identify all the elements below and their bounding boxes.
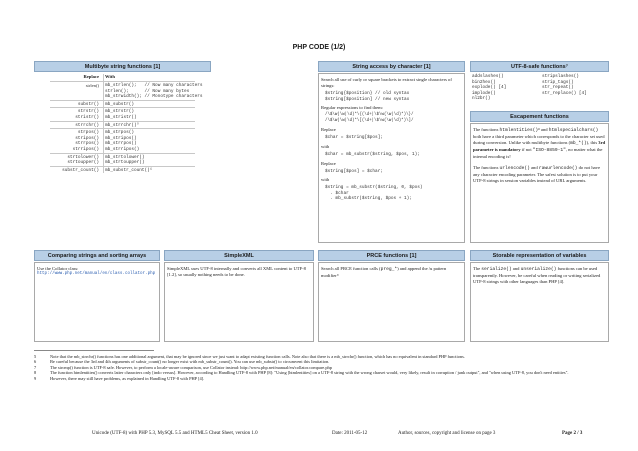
replace-cell: strlen() bbox=[85, 83, 99, 88]
with-cell: mb_strlen(); // Now many characters strlen(); // Now many bytes mb_strwidth(); // Monotype characters bbox=[105, 83, 203, 100]
string-access-header: String access by character [1] bbox=[318, 61, 465, 72]
code-htmlspecialchars: htmlspecialchars() bbox=[548, 128, 599, 133]
with-cell: mb_strtolower() mb_strtoupper() bbox=[105, 154, 145, 166]
footer-date: Date: 2011-05-12 bbox=[332, 431, 368, 436]
replace-cell: strtolower() strtoupper() bbox=[67, 154, 99, 166]
with-label: with bbox=[321, 143, 330, 149]
table-row bbox=[50, 128, 195, 152]
escapement-paragraph-2 bbox=[473, 165, 606, 184]
pcre-text bbox=[321, 266, 462, 279]
code-curly-syntax: $string{$position} // old syntax $string[$position] // new syntax bbox=[325, 91, 410, 102]
code-iso-charset: "ISO-8859-1" bbox=[532, 148, 566, 153]
code-preg: preg_* bbox=[380, 267, 398, 272]
utf8-safe-header: UTF-8-safe functions⁷ bbox=[470, 61, 609, 72]
footnote-number: 9 bbox=[34, 375, 37, 381]
with-cell: mb_substr() bbox=[105, 101, 134, 107]
replace-cell: strstr() stristr() bbox=[75, 109, 99, 120]
footnote-text: Be careful because the 3rd and 4th arguments of substr_count() no longer exist with mb_substr_count(). You can use mb_substr() to circumvent this limitation. bbox=[50, 359, 330, 365]
text: both have a third parameter which corresponds to the character set used during conversion. Unlike with multibyte functions ( bbox=[473, 134, 605, 145]
footnote-number: 5 bbox=[34, 354, 37, 359]
simplexml-header: SimpleXML bbox=[164, 250, 314, 261]
code-write-char: $string[$pos] = $char; bbox=[325, 168, 383, 174]
code-read-char: $char = $string[$pos]; bbox=[325, 135, 383, 141]
text: The functions bbox=[473, 165, 500, 170]
emphasis: 3rd parameter is mandatory bbox=[473, 140, 606, 152]
footnote-text: The function htmlentities() converts latter characters only [indo versus]. However, according to Handling UTF-8 with PHP [8]: "Using [htmlentities] on a UTF-8 string with the wrong charset would, very likely, result in corruption / junk output", and "when using UTF-8, you don't need entities". bbox=[50, 370, 569, 376]
column-divider bbox=[103, 74, 104, 173]
simplexml-text: SimpleXML uses UTF-8 internally and converts all XML content to UTF-8 [1.2], so usually nothing needs to be done. bbox=[167, 266, 306, 277]
footnote-number: 7 bbox=[34, 364, 37, 370]
code-regex: /\$\w(\w|\d)*\{(\d+|\$\w(\w|\d)*)\}/ /\$\w(\w|\d)*\[(\d+|\$\w(\w|\d)*)\]/ bbox=[325, 113, 414, 123]
multibyte-table bbox=[34, 73, 211, 243]
with-label-2: with bbox=[321, 177, 330, 183]
footer-page-number: Page 2 / 3 bbox=[562, 431, 583, 436]
multibyte-header: Multibyte string functions [1] bbox=[34, 61, 211, 72]
table-row bbox=[50, 100, 195, 108]
text: ⁸ and bbox=[538, 127, 549, 132]
text: and bbox=[511, 266, 521, 271]
code-rawurlencode: rawurlencode() bbox=[538, 166, 578, 171]
table-row bbox=[50, 153, 195, 166]
with-cell: mb_strrchr()⁵ bbox=[105, 122, 140, 128]
footnote bbox=[34, 376, 609, 381]
escapement-box bbox=[470, 123, 609, 243]
text: ), this bbox=[586, 140, 599, 145]
code-urlencode: urlencode() bbox=[499, 166, 530, 171]
table-row bbox=[50, 121, 195, 129]
replace-cell: strpos() stripos() strrpos() strripos() bbox=[72, 130, 99, 152]
collator-text: Use the Collator class: bbox=[37, 266, 79, 271]
utf8-safe-col-1: addslashes() bin2hex() explode() [4] implode() nl2br() bbox=[472, 74, 507, 102]
replace-label-2: Replace bbox=[321, 160, 336, 166]
text: The functions bbox=[473, 127, 500, 132]
replace-label: Replace bbox=[321, 127, 336, 133]
escapement-paragraph-1 bbox=[473, 127, 606, 160]
storable-box bbox=[470, 262, 609, 342]
code-mb-read-char: $char = mb_substr($string, $pos, 1); bbox=[325, 151, 420, 157]
replace-cell: substr() bbox=[77, 101, 99, 107]
with-cell: mb_substr_count()⁶ bbox=[105, 167, 153, 173]
page-title: PHP CODE (1/2) bbox=[292, 44, 346, 51]
code-serialize: serialize() bbox=[481, 267, 512, 272]
utf8-safe-list bbox=[470, 73, 609, 103]
collator-link[interactable]: http://www.php.net/manual/en/class.collator.php bbox=[37, 272, 156, 276]
text: Search all PRCE function calls ( bbox=[321, 266, 381, 271]
collator-box bbox=[34, 262, 160, 342]
col-replace: Replace bbox=[83, 74, 99, 79]
footnote-text: Note that the mb_strrchr() functions has one additional argument, that may be ignored since we just want to adapt existing function calls. Note also that there is a mb_strrchr() function, which has no equivalent in standard PHP functions. bbox=[50, 354, 465, 359]
text: functions can be used transparently. However, be careful when reading or writing serialized UTF-8 strings with other languages than PHP [4]. bbox=[473, 266, 601, 284]
table-row bbox=[50, 166, 195, 174]
text: do not have any character encoding parameter. The safest solution is to put your UTF-8 strings in session variables instead of URL arguments. bbox=[473, 165, 601, 183]
footnotes bbox=[34, 354, 609, 381]
text: The bbox=[473, 266, 482, 271]
text: , no matter what the internal encoding is! bbox=[473, 147, 603, 159]
storable-header: Storable representation of variables bbox=[470, 250, 609, 261]
code-unserialize: unserialize() bbox=[520, 267, 557, 272]
text: and bbox=[529, 165, 539, 170]
col-with: With bbox=[105, 74, 115, 79]
table-row bbox=[50, 81, 203, 100]
code-mb-functions: mb_*() bbox=[570, 141, 587, 146]
regex-label: Regular expressions to find them: bbox=[321, 105, 384, 111]
escapement-header: Escapement functions bbox=[470, 111, 609, 122]
footnote-number: 8 bbox=[34, 370, 37, 376]
footer-author: Author, sources, copyright and license on page 3 bbox=[398, 431, 496, 436]
code-mb-write-char: $string = mb_substr($string, 0, $pos) . $char . mb_substr($string, $pos + 1); bbox=[325, 185, 423, 202]
with-cell: mb_strstr() mb_stristr() bbox=[105, 109, 137, 120]
storable-text bbox=[473, 266, 606, 285]
code-htmlentities: htmlentities() bbox=[499, 128, 539, 133]
utf8-safe-col-2: stripslashes() strip_tags() str_repeat() str_replace() [4] bbox=[542, 74, 587, 96]
with-cell: mb_strpos() mb_stripos() mb_strrpos() mb_strripos() bbox=[105, 130, 140, 152]
pcre-box bbox=[318, 262, 465, 342]
footnote-text: The strcmp() function is UTF-8 safe. However, to perform a locale-aware comparison, use Collator instead: http://www.php.net/manual/en/collator.compare.php bbox=[50, 364, 332, 370]
footnote-text: However, there may still have problems, as explained in Handling UTF-8 with PHP [4]. bbox=[50, 375, 205, 381]
string-access-box bbox=[318, 73, 465, 243]
footnote-divider bbox=[34, 350, 154, 351]
multibyte-table-head bbox=[50, 74, 195, 81]
text: if not bbox=[520, 147, 533, 152]
replace-cell: substr_count() bbox=[62, 167, 99, 173]
collator-header: Comparing strings and sorting arrays bbox=[34, 250, 160, 261]
text: ) and append the /u pattern modifier⁹ bbox=[321, 266, 447, 278]
simplexml-box bbox=[164, 262, 314, 342]
pcre-header: PRCE functions [1] bbox=[318, 250, 465, 261]
replace-cell: strrchr() bbox=[75, 122, 99, 128]
string-access-intro: Search all use of curly or square brackets to extract single characters of strings: bbox=[321, 77, 452, 88]
footnote-number: 6 bbox=[34, 359, 37, 365]
footer-title: Unicode (UTF-8) with PHP 5.3, MySQL 5.5 and HTML5 Cheat Sheet, version 1.0 bbox=[92, 431, 258, 436]
table-row bbox=[50, 107, 195, 120]
